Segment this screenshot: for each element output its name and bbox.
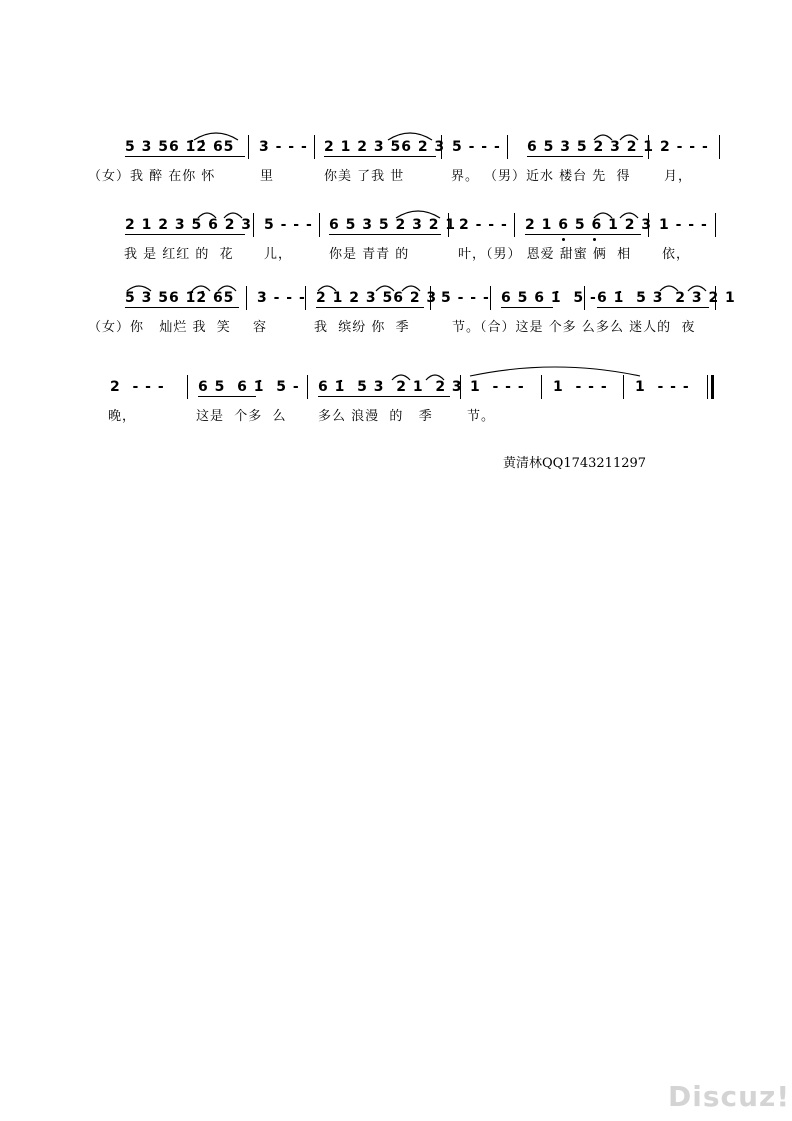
- lyric: 界。: [451, 169, 480, 184]
- beam-underline: [324, 156, 436, 157]
- measure: 1 - - -: [635, 379, 690, 395]
- slur-arc: [592, 130, 614, 142]
- measure: 2 1 6 5 6 1 2 3: [525, 217, 653, 233]
- barline: [507, 135, 508, 159]
- slur-arc: [386, 128, 434, 142]
- lyric: 节。: [467, 409, 496, 424]
- measure: 6 5 3 5 2 3 2 1: [527, 139, 655, 155]
- measure: 3 - - -: [259, 139, 308, 155]
- measure: 6 5 6 1̇ 5 -: [501, 290, 597, 306]
- measure: 2 - - -: [459, 217, 508, 233]
- barline: [648, 213, 649, 237]
- lyric: 我 是 红红 的 花: [124, 247, 234, 262]
- barline: [648, 135, 649, 159]
- lower-octave-dot: [562, 238, 565, 241]
- barline: [514, 213, 515, 237]
- barline: [541, 375, 542, 399]
- lyric-line: [0, 166, 792, 188]
- lyric: 叶，（男） 恩爱 甜蜜 俩 相: [458, 247, 632, 262]
- barline: [715, 213, 716, 237]
- notation-line: [0, 210, 792, 240]
- beam-underline: [501, 307, 553, 308]
- lyric: 多么 浪漫 的 季: [318, 409, 433, 424]
- barline: [448, 213, 449, 237]
- measure: 6 1̇ 5 3 2 1 2 3: [318, 379, 463, 395]
- beam-underline: [125, 307, 239, 308]
- measure: 6 1̇ 5 3 2 3 2 1: [597, 290, 736, 306]
- lyric-line: [0, 244, 792, 266]
- barline: [430, 286, 431, 310]
- beam-underline: [525, 234, 641, 235]
- barline: [319, 213, 320, 237]
- measure: 2 1 2 3 5 6 2 3: [125, 217, 253, 233]
- barline: [305, 286, 306, 310]
- measure: 2 1 2 3 56 2 3: [316, 290, 438, 306]
- beam-underline: [597, 307, 709, 308]
- measure: 6 5 3 5 2 3 2 1: [329, 217, 457, 233]
- measure: 2 - - -: [660, 139, 709, 155]
- slur-arc: [394, 206, 442, 220]
- lyric: 你美 了我 世: [324, 169, 405, 184]
- lyric: （男）近水 楼台 先 得: [484, 169, 631, 184]
- measure: 1 - - -: [659, 217, 708, 233]
- slur-arc: [400, 281, 422, 293]
- lyric: 里: [260, 169, 275, 184]
- barline: [623, 375, 624, 399]
- slur-arc: [190, 281, 212, 293]
- lyric: 多么 迷人的 夜: [596, 320, 696, 335]
- lyric: 你是 青青 的: [329, 247, 410, 262]
- barline: [715, 286, 716, 310]
- slur-arc: [316, 281, 338, 293]
- measure: 5 3 56 1̇2̇ 65: [125, 139, 235, 155]
- beam-underline: [329, 234, 441, 235]
- slur-arc: [618, 208, 640, 220]
- notation-line: [0, 283, 792, 313]
- slur-arc: [192, 128, 240, 142]
- measure: 5 3 56 1̇2̇ 65: [125, 290, 235, 306]
- slur-arc: [424, 370, 446, 382]
- slur-arc: [125, 281, 153, 293]
- barline: [248, 135, 249, 159]
- barline: [314, 135, 315, 159]
- barline: [584, 286, 585, 310]
- measure: 6 5 6 1̇ 5 -: [198, 379, 300, 395]
- slur-arc: [618, 130, 640, 142]
- measure: 5 - - -: [264, 217, 313, 233]
- lyric: 儿，: [264, 247, 293, 262]
- barline: [307, 375, 308, 399]
- slur-arc: [658, 281, 680, 293]
- beam-underline: [125, 234, 245, 235]
- barline: [187, 375, 188, 399]
- beam-underline: [198, 396, 256, 397]
- lyric: 节。（合）这是 个多 么: [452, 320, 596, 335]
- barline: [460, 375, 461, 399]
- beam-underline: [125, 156, 245, 157]
- slur-arc: [686, 281, 708, 293]
- measure: 2 1 2 3 56 2 3: [324, 139, 446, 155]
- slur-arc: [374, 281, 396, 293]
- watermark-logo: Discuz!: [668, 1080, 791, 1113]
- barline: [719, 135, 720, 159]
- lyric: 我 缤纷 你 季: [314, 320, 410, 335]
- measure: 5 - - -: [452, 139, 501, 155]
- lower-octave-dot: [593, 238, 596, 241]
- measure: 1 - - -: [470, 379, 525, 395]
- beam-underline: [318, 396, 450, 397]
- barline: [441, 135, 442, 159]
- lyric: 依，: [662, 247, 691, 262]
- tie-arc: [468, 364, 642, 378]
- lyric: 这是 个多 么: [196, 409, 287, 424]
- lyric: （女）我 醉 在你 怀: [88, 169, 216, 184]
- slur-arc: [196, 208, 218, 220]
- measure: 5 - - -: [441, 290, 490, 306]
- lyric: 晚，: [108, 409, 137, 424]
- notation-line: [0, 132, 792, 162]
- lyric-line: [0, 317, 792, 339]
- measure: 1 - - -: [553, 379, 608, 395]
- measure: 3 - - -: [257, 290, 306, 306]
- lyric: 容: [253, 320, 268, 335]
- measure: 2 - - -: [110, 379, 165, 395]
- beam-underline: [527, 156, 643, 157]
- barline: [253, 213, 254, 237]
- slur-arc: [592, 208, 614, 220]
- barline: [246, 286, 247, 310]
- slur-arc: [390, 370, 412, 382]
- lyric-line: [0, 406, 792, 428]
- notation-line: [0, 372, 792, 402]
- slur-arc: [222, 208, 244, 220]
- lyric: （女）你 灿烂 我 笑: [88, 320, 231, 335]
- beam-underline: [316, 307, 424, 308]
- final-barline: [707, 375, 714, 399]
- arranger-credit: 黄清林QQ1743211297: [503, 456, 647, 471]
- slur-arc: [216, 281, 238, 293]
- lyric: 月，: [664, 169, 693, 184]
- barline: [490, 286, 491, 310]
